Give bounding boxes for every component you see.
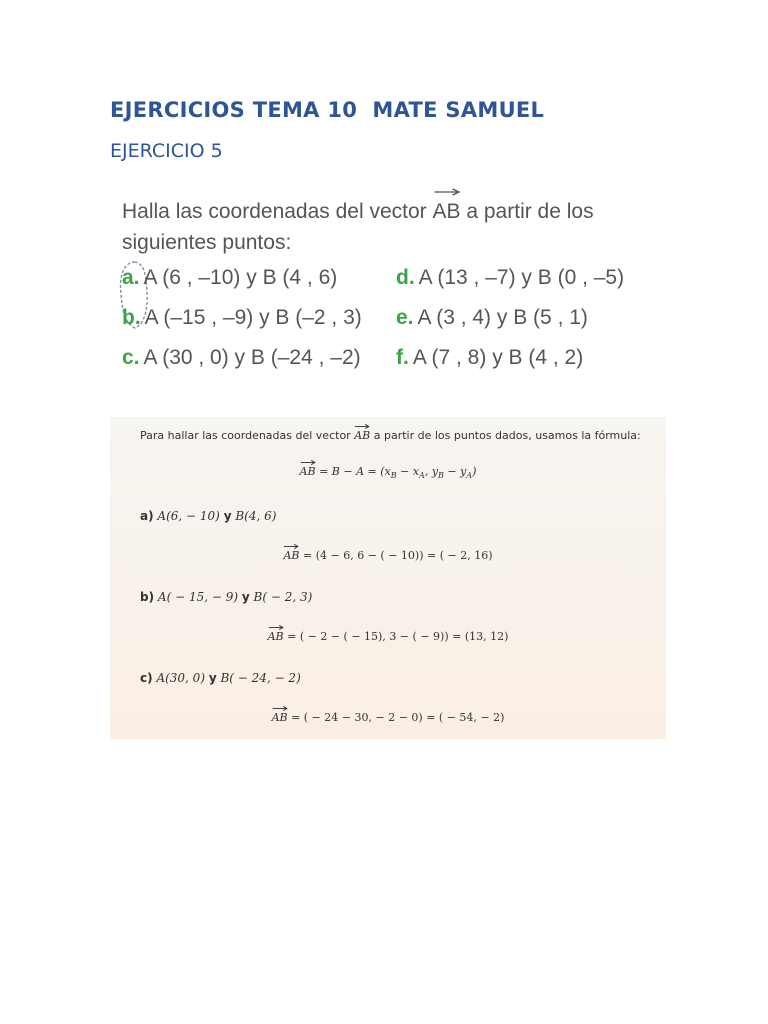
solution-item-b-result: AB = ( − 2 − ( − 15), 3 − ( − 9)) = (13, 12) [110,630,666,643]
item-text: A (–15 , –9) y B (–2 , 3) [144,306,362,329]
solution-item-a-heading: a) A(6, − 10) y B(4, 6) [140,509,277,523]
vector-ab-label: AB [433,196,461,227]
statement-text-before: Halla las coordenadas del vector [122,200,433,223]
vector-arrow-icon [283,543,299,550]
item-text: A (13 , –7) y B (0 , –5) [418,266,625,289]
item-text: A (6 , –10) y B (4 , 6) [143,266,338,289]
exercise-item-e [396,306,588,330]
item-letter: d. [396,266,415,289]
solution-intro: Para hallar las coordenadas del vector AB a partir de los puntos dados, usamos la fórmula: [140,429,641,442]
exercise-statement-image [110,172,688,384]
item-text: A (3 , 4) y B (5 , 1) [417,306,588,329]
vector-arrow-icon [300,459,316,466]
exercise-item-f [396,346,583,370]
item-letter: b. [122,306,141,329]
solution-item-b-heading: b) A( − 15, − 9) y B( − 2, 3) [140,590,313,604]
exercise-statement [122,196,682,258]
item-text: A (7 , 8) y B (4 , 2) [412,346,584,369]
vector-arrow-icon [354,423,370,430]
exercise-item-d [396,266,624,290]
item-letter: f. [396,346,409,369]
item-letter: c. [122,346,140,369]
exercise-item-c [122,346,361,370]
vector-arrow-icon [433,187,461,197]
solution-item-c-heading: c) A(30, 0) y B( − 24, − 2) [140,671,301,685]
solution-panel [110,417,666,739]
vector-ab-label: AB [283,549,299,562]
item-letter: e. [396,306,414,329]
vector-ab-label: AB [272,711,288,724]
item-text: A (30 , 0) y B (–24 , –2) [143,346,361,369]
vector-ab-label: AB [300,465,316,478]
statement-text-after: a partir de los siguientes puntos: [122,200,594,254]
vector-arrow-icon [268,624,284,631]
solution-item-a-result: AB = (4 − 6, 6 − ( − 10)) = ( − 2, 16) [110,549,666,562]
solution-item-c-result: AB = ( − 24 − 30, − 2 − 0) = ( − 54, − 2) [110,711,666,724]
exercise-heading: EJERCICIO 5 [110,140,223,162]
vector-arrow-icon [272,705,288,712]
item-letter: a. [122,266,140,289]
vector-ab-label: AB [268,630,284,643]
exercise-item-a [122,266,337,290]
document-title: EJERCICIOS TEMA 10 MATE SAMUEL [110,98,545,122]
vector-ab-label: AB [354,429,370,442]
general-formula: AB = $B - A = (x_B - x_A$, $y_B - y_A$) [110,465,666,480]
exercise-item-b [122,306,362,330]
